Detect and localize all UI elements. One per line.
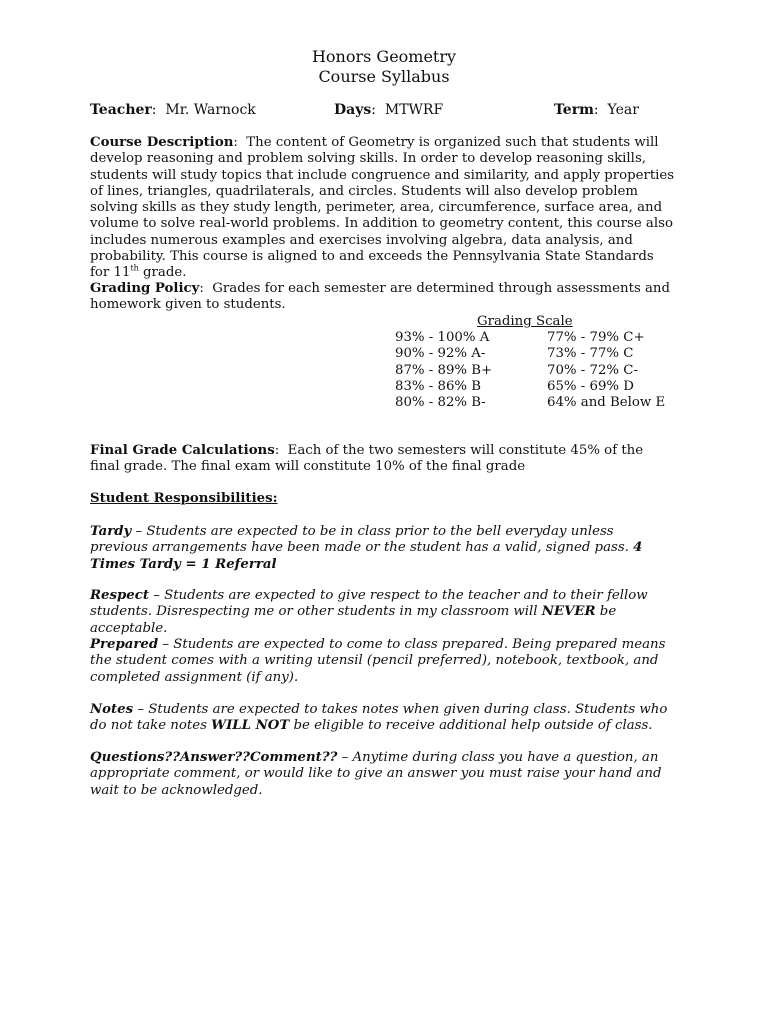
document-title: Honors Geometry xyxy=(311,47,457,66)
term-value: Year xyxy=(607,102,639,118)
grade-range: 65% - 69% D xyxy=(547,378,634,394)
final-grade-calculations: Final Grade Calculations: Each of the two semesters will constitute 45% of the final grade. The final exam will constitute 10% of the final grade xyxy=(90,443,644,475)
teacher-info: Teacher: Mr. Warnock xyxy=(90,102,256,118)
grade-range: 77% - 79% C+ xyxy=(547,330,645,345)
tardy-text: – Students are expected to be in class prior to the bell everyday unless previous arrangements have been made or the student has a valid, signed pass. xyxy=(90,524,634,556)
grade-range: 73% - 77% C xyxy=(547,346,634,362)
grading-scale-row xyxy=(395,379,695,395)
document-subtitle: Course Syllabus xyxy=(318,67,450,86)
grade-range: 80% - 82% B- xyxy=(395,395,486,411)
questions-label: Questions??Answer??Comment?? xyxy=(90,750,338,765)
prepared-text: – Students are expected to come to class prepared. Being prepared means the student comes with a writing utensil (pencil preferred), notebook, textbook, and completed assignment (if any). xyxy=(90,637,666,685)
grade-range: 90% - 92% A- xyxy=(395,346,486,362)
days-value: MTWRF xyxy=(384,102,444,118)
grading-scale-row xyxy=(395,330,695,346)
notes-emphasis: WILL NOT xyxy=(211,718,290,734)
course-description-label: Course Description xyxy=(90,135,234,150)
grading-scale-row xyxy=(395,363,695,379)
notes-policy xyxy=(90,702,675,735)
title-block xyxy=(0,47,768,87)
grading-scale-row xyxy=(395,395,695,411)
tardy-emphasis: 4 Times Tardy = 1 Referral xyxy=(90,540,643,572)
notes-text: – Students are expected to takes notes when given during class. Students who do not take notes xyxy=(90,702,668,734)
final-grade-label: Final Grade Calculations xyxy=(90,443,275,458)
term-label: Term xyxy=(554,102,594,118)
notes-tail: be eligible to receive additional help outside of class. xyxy=(289,718,653,734)
grade-range: 70% - 72% C- xyxy=(547,362,638,378)
tardy-policy xyxy=(90,524,675,573)
grade-range: 93% - 100% A xyxy=(395,330,490,345)
grading-policy-label: Grading Policy xyxy=(90,281,200,296)
grading-scale-row xyxy=(395,346,695,362)
grade-range: 87% - 89% B+ xyxy=(395,362,493,378)
teacher-label: Teacher xyxy=(90,102,152,118)
notes-label: Notes xyxy=(90,702,134,717)
respect-tail: be acceptable. xyxy=(90,604,617,636)
course-description: Course Description: The content of Geometry is organized such that students will develop reasoning and problem solving skills. In order to develop reasoning skills, students will study topics that include congruence and similarity, and apply properties of lines, triangles, quadrilaterals, and circles. Students will also develop problem solving skills as they study length, perimeter, area, circumference, surface area, and volume to solve real-world problems. In addition to geometry content, this course also includes numerous examples and exercises involving algebra, data analysis, and probability. This course is aligned to and exceeds the Pennsylvania State Standards for 11th grade. xyxy=(90,135,675,281)
questions-policy xyxy=(90,750,675,799)
respect-label: Respect xyxy=(90,588,149,603)
grade-superscript: th xyxy=(130,263,139,273)
days-info: Days: MTWRF xyxy=(334,102,444,118)
grading-scale xyxy=(395,330,695,411)
grade-range: 83% - 86% B xyxy=(395,378,482,394)
teacher-value: Mr. Warnock xyxy=(165,102,256,118)
course-description-tail: grade. xyxy=(138,265,187,281)
term-info: Term: Year xyxy=(554,102,639,118)
final-grade-text: Each of the two semesters will constitute 45% of the final grade. The final exam will constitute 10% of the final grade xyxy=(90,443,644,475)
course-info-row xyxy=(90,102,690,120)
tardy-label: Tardy xyxy=(90,524,132,539)
days-label: Days xyxy=(334,102,372,118)
grade-range: 64% and Below E xyxy=(547,395,666,411)
grading-scale-title: Grading Scale xyxy=(477,314,573,329)
respect-emphasis: NEVER xyxy=(541,604,596,620)
course-description-text: The content of Geometry is organized such that students will develop reasoning and problem solving skills. In order to develop reasoning skills, students will study topics that include congruence and similarity, and apply properties of lines, triangles, quadrilaterals, and circles. Students will also develop problem solving skills as they study length, perimeter, area, circumference, surface area, and volume to solve real-world problems. In addition to geometry content, this course also includes numerous examples and exercises involving algebra, data analysis, and probability. This course is aligned to and exceeds the Pennsylvania State Standards for 11 xyxy=(90,135,675,281)
responsibilities-heading: Student Responsibilities: xyxy=(90,491,278,506)
prepared-label: Prepared xyxy=(90,637,159,652)
grading-policy-text: Grades for each semester are determined through assessments and homework given to students. xyxy=(90,281,670,313)
questions-text: – Anytime during class you have a question, an appropriate comment, or would like to give an answer you must raise your hand and wait to be acknowledged. xyxy=(90,750,662,798)
respect-text: – Students are expected to give respect to the teacher and to their fellow students. Disrespecting me or other students in my classroom will xyxy=(90,588,648,620)
respect-policy xyxy=(90,588,675,637)
prepared-policy xyxy=(90,637,675,686)
grading-policy: Grading Policy: Grades for each semester are determined through assessments and homework given to students. xyxy=(90,281,670,313)
